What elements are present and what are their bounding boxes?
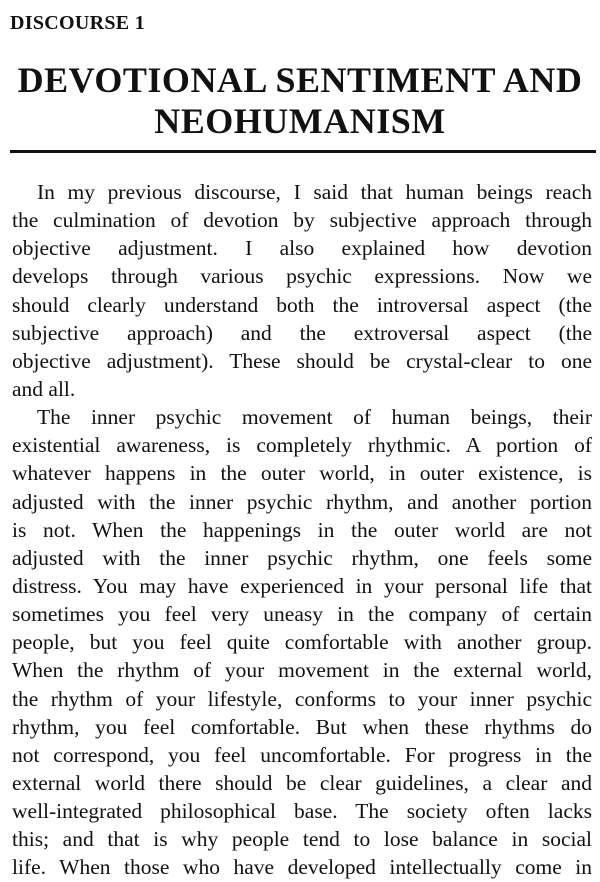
text-line: should clearly understand both the introversal aspect (the bbox=[12, 292, 592, 317]
text-line: objective adjustment. I also explained how devotion bbox=[12, 236, 592, 261]
text-line: adjusted with the inner psychic rhythm, one feels some bbox=[12, 545, 592, 570]
text-line: In my previous discourse, I said that human beings reach bbox=[37, 180, 592, 204]
text-line: well-integrated philosophical base. The society often lacks bbox=[12, 799, 592, 824]
text-line: distress. You may have experienced in your personal life that bbox=[12, 573, 592, 598]
paragraph-1 bbox=[12, 178, 592, 403]
paragraph-2 bbox=[12, 403, 592, 881]
text-line: adjusted with the inner psychic rhythm, and another portion bbox=[12, 489, 592, 514]
text-line: whatever happens in the outer world, in outer existence, is bbox=[12, 461, 592, 486]
text-line: rhythm, you feel comfortable. But when these rhythms do bbox=[12, 714, 592, 739]
text-line: develops through various psychic expressions. Now we bbox=[12, 264, 592, 289]
title-divider bbox=[10, 150, 596, 153]
text-line: and all. bbox=[12, 376, 76, 401]
text-line: life. When those who have developed intellectually come in bbox=[12, 855, 592, 880]
discourse-label: DISCOURSE 1 bbox=[10, 12, 145, 34]
text-line: is not. When the happenings in the outer world are not bbox=[12, 517, 592, 542]
chapter-title-line-2: NEOHUMANISM bbox=[154, 101, 446, 141]
text-line: subjective approach) and the extroversal aspect (the bbox=[12, 320, 592, 345]
text-line: not correspond, you feel uncomfortable. For progress in the bbox=[12, 742, 592, 767]
text-line: people, but you feel quite comfortable with another group. bbox=[12, 630, 592, 655]
text-line: When the rhythm of your movement in the external world, bbox=[12, 658, 592, 683]
text-line: objective adjustment). These should be crystal-clear to one bbox=[12, 348, 592, 373]
text-line: this; and that is why people tend to lose balance in social bbox=[12, 827, 592, 852]
text-line: The inner psychic movement of human beings, their bbox=[37, 405, 592, 430]
chapter-title-line-1: DEVOTIONAL SENTIMENT AND bbox=[17, 60, 583, 100]
text-line: existential awareness, is completely rhythmic. A portion of bbox=[12, 433, 592, 458]
text-line: sometimes you feel very uneasy in the company of certain bbox=[12, 602, 592, 627]
text-line: the rhythm of your lifestyle, conforms to your inner psychic bbox=[12, 686, 592, 711]
body-text bbox=[12, 178, 592, 882]
text-line: external world there should be clear guidelines, a clear and bbox=[12, 770, 592, 795]
text-line: the culmination of devotion by subjective approach through bbox=[12, 208, 592, 233]
